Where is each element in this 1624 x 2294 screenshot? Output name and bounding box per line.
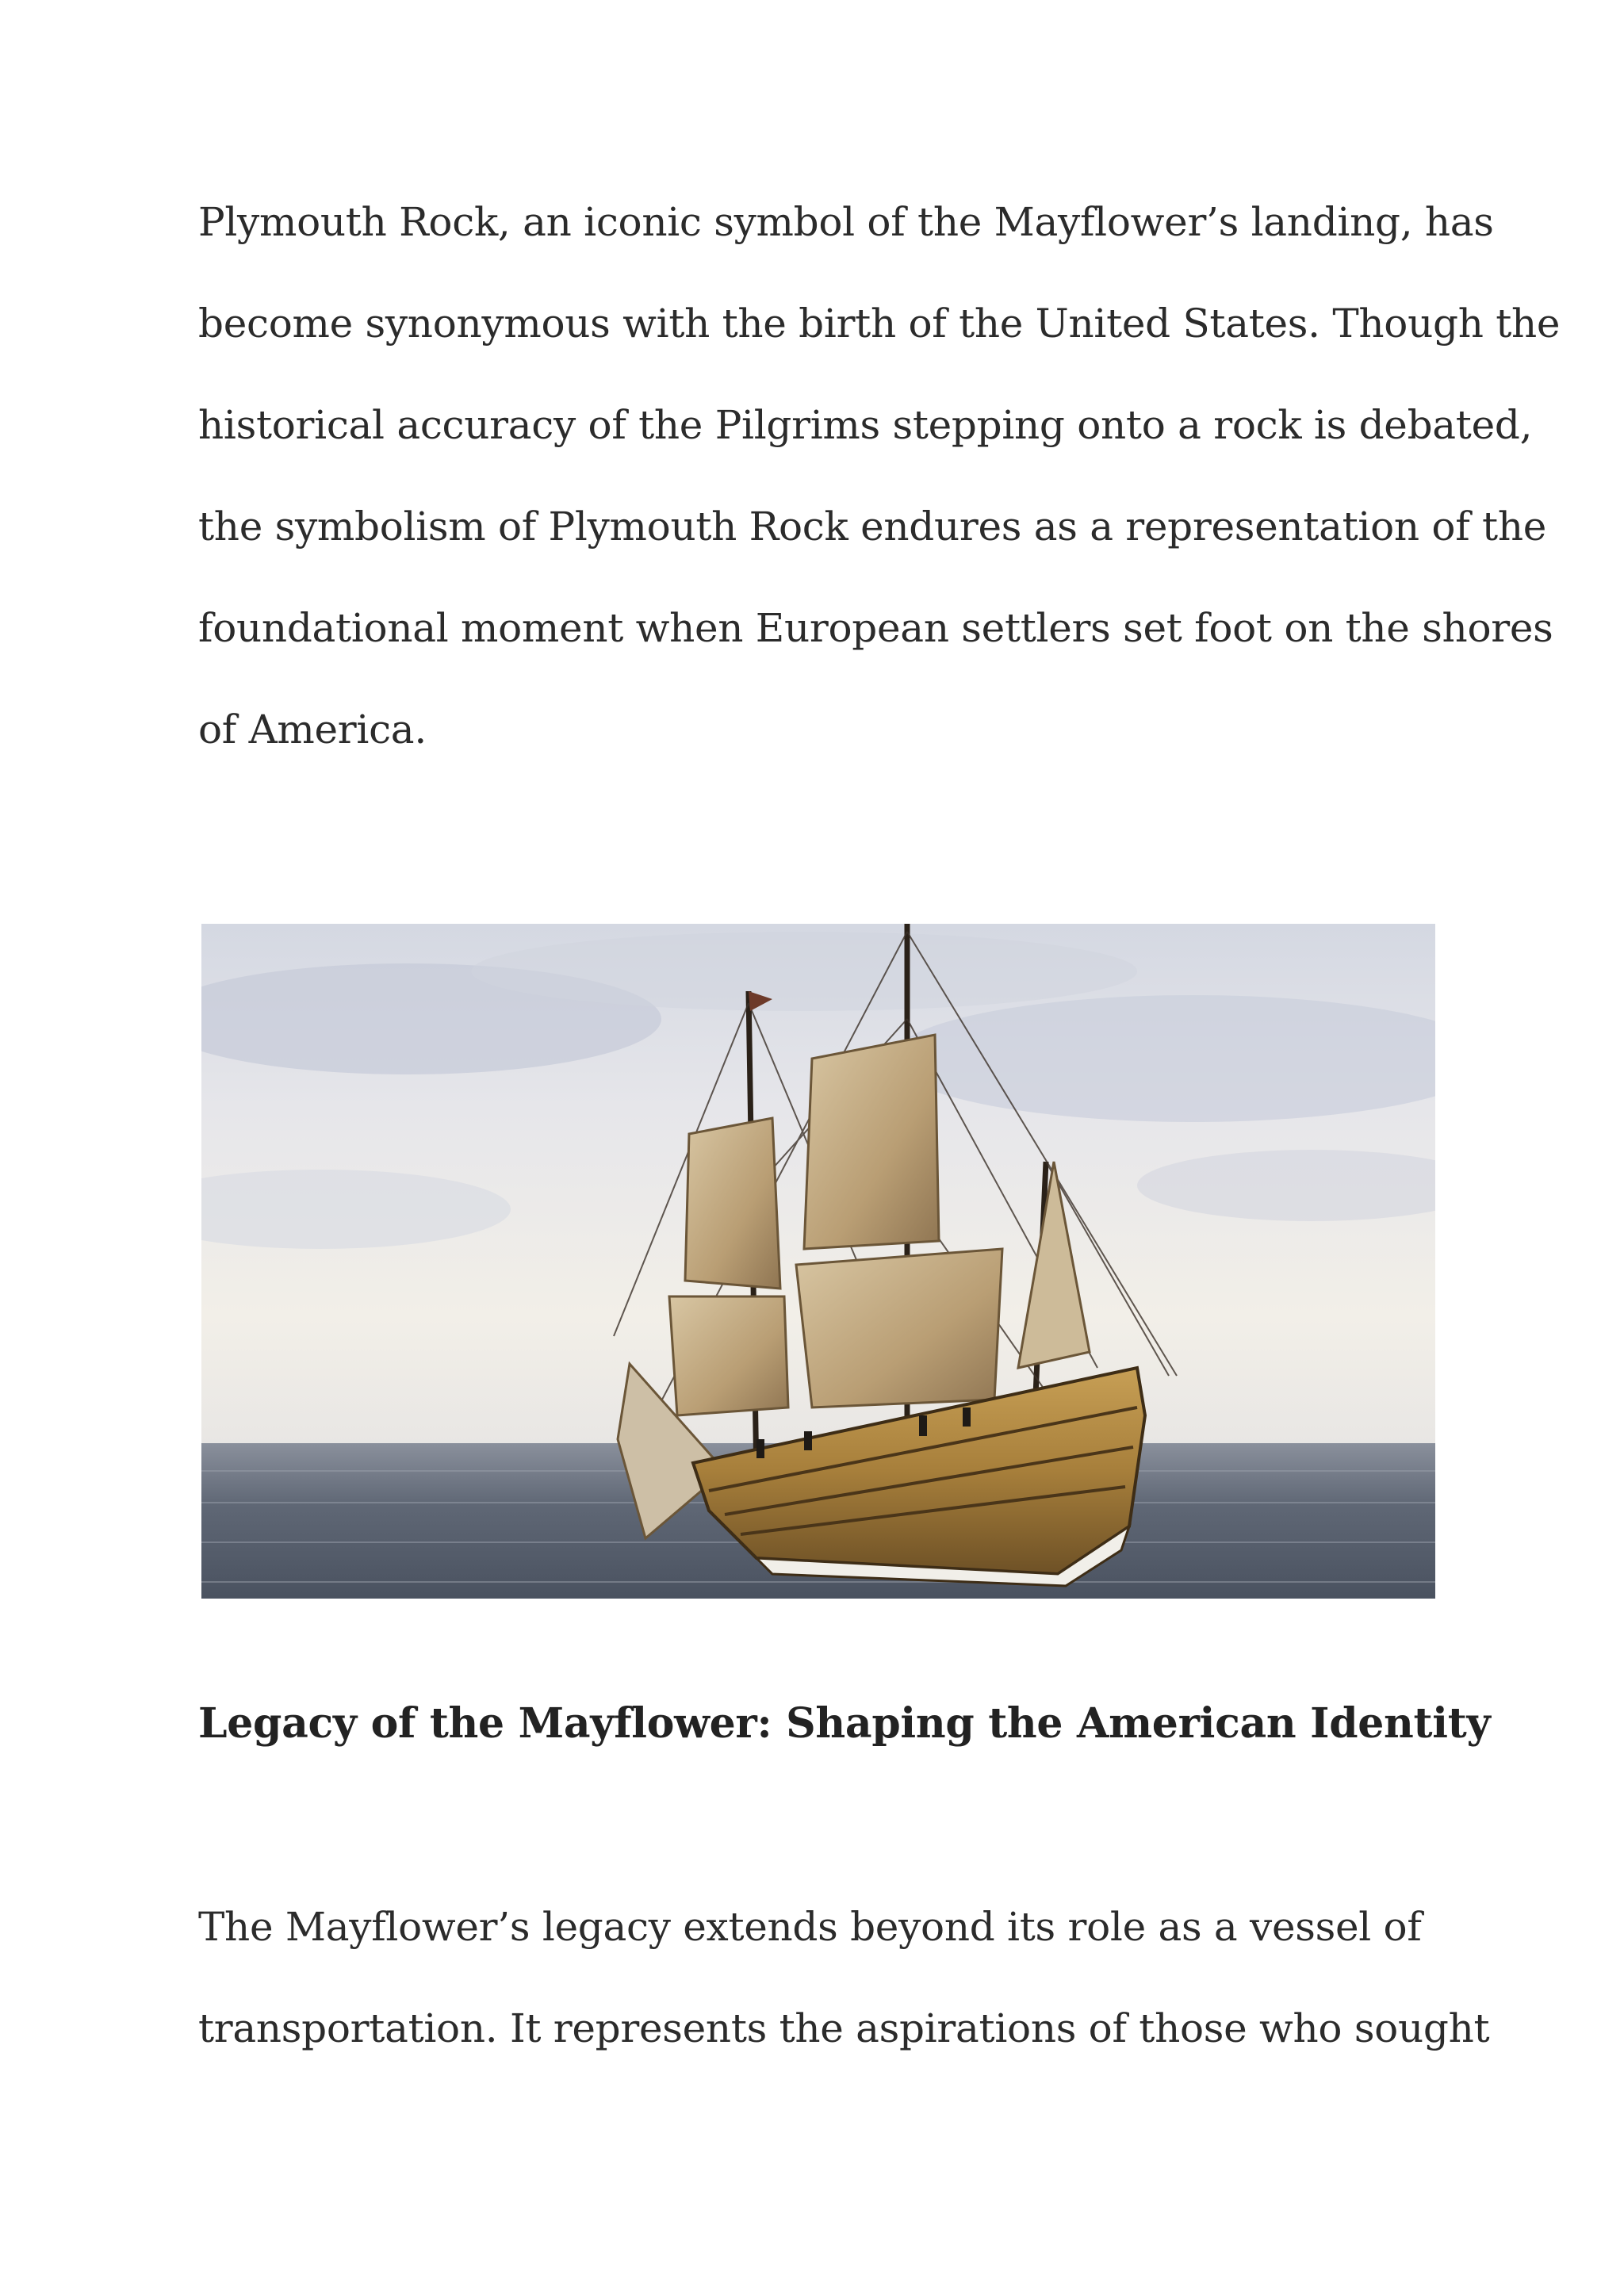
paragraph-line: The Mayflower’s legacy extends beyond its role as a vessel of [198,1904,1422,1950]
paragraph-line: historical accuracy of the Pilgrims stepping onto a rock is debated, [198,402,1533,448]
paragraph-line: transportation. It represents the aspirations of those who sought [198,2005,1490,2051]
mayflower-ship-photo [201,924,1435,1599]
paragraph-line: of America. [198,707,427,753]
paragraph-line: foundational moment when European settlers set foot on the shores [198,605,1553,651]
paragraph-line: become synonymous with the birth of the United States. Though the [198,301,1561,347]
section-heading: Legacy of the Mayflower: Shaping the American Identity [198,1699,1491,1748]
paragraph-legacy [198,1876,1490,2079]
paragraph-line: the symbolism of Plymouth Rock endures as a representation of the [198,504,1547,550]
paragraph-line: Plymouth Rock, an iconic symbol of the Mayflower’s landing, has [198,199,1494,245]
paragraph-plymouth-rock [198,171,1561,780]
